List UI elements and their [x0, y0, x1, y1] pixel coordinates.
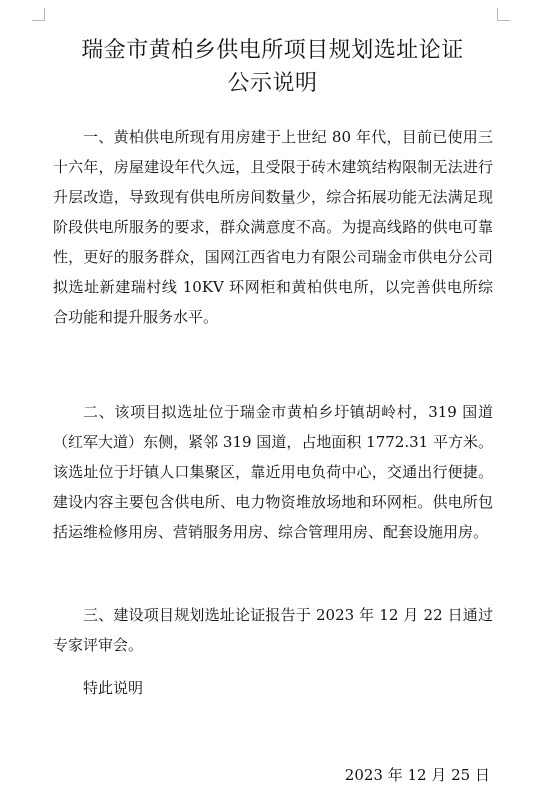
paragraph-3: 三、建设项目规划选址论证报告于 2023 年 12 月 22 日通过专家评审会。 — [53, 606, 493, 654]
page-corner-mark-right — [497, 8, 510, 21]
document-title-line1: 瑞金市黄柏乡供电所项目规划选址论证 — [81, 38, 464, 63]
closing-note: 特此说明 — [83, 679, 144, 697]
document-date: 2023 年 12 月 25 日 — [344, 766, 490, 784]
document-title-line2: 公示说明 — [227, 71, 318, 96]
paragraph-2: 二、该项目拟选址位于瑞金市黄柏乡圩镇胡岭村，319 国道（红军大道）东侧，紧邻 319 国道，占地面积 1772.31 平方米。该选址位于圩镇人口集聚区，靠近用电负荷中心，交通出行便捷。建设内容主要包含供电所、电力物资堆放场地和环网柜。供电所包括运维检修用房、营销服务用房、综合管理用房、配套设施用房。 — [53, 403, 493, 541]
paragraph-1: 一、黄柏供电所现有用房建于上世纪 80 年代，目前已使用三十六年，房屋建设年代久远，且受限于砖木建筑结构限制无法进行升层改造，导致现有供电所房间数量少，综合拓展功能无法满足现阶段供电所服务的要求，群众满意度不高。为提高线路的供电可靠性，更好的服务群众，国网江西省电力有限公司瑞金市供电分公司拟选址新建瑞村线 10KV 环网柜和黄柏供电所，以完善供电所综合功能和提升服务水平。 — [53, 128, 493, 326]
page-corner-mark-left — [32, 8, 45, 21]
